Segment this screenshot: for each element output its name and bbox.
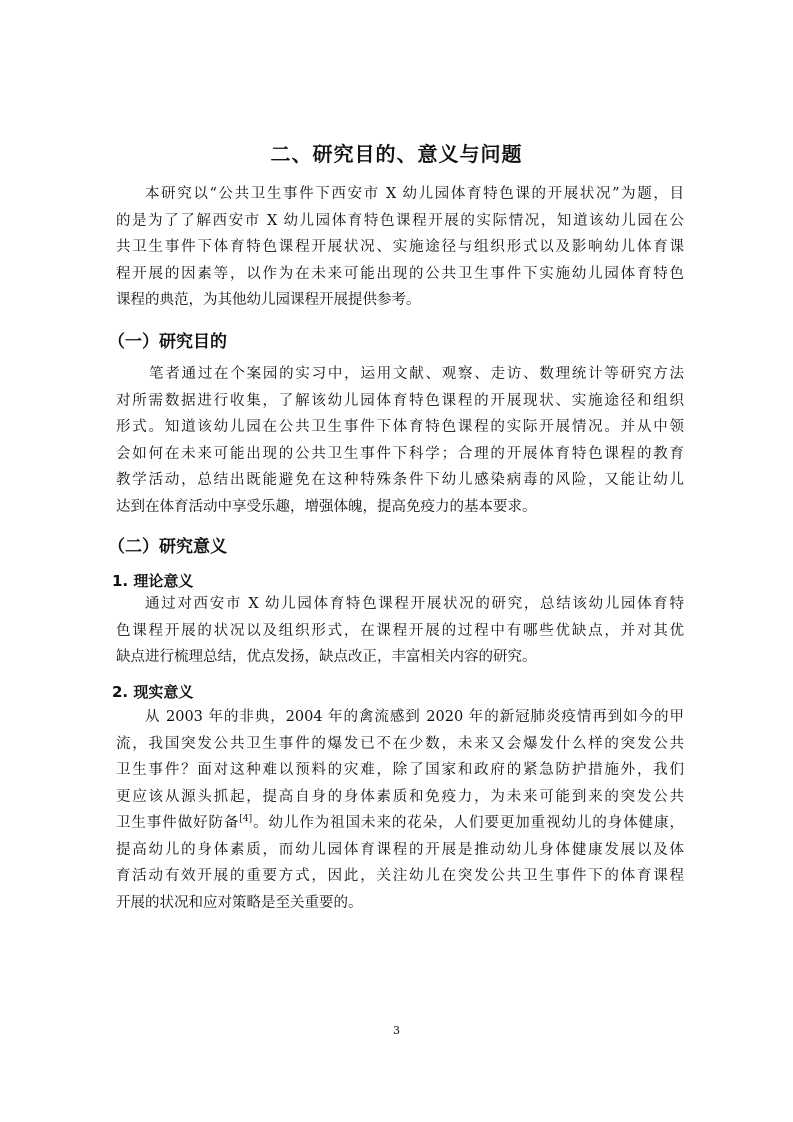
theory-heading: 1. 理论意义	[112, 572, 194, 590]
text-line: 共卫生事件下体育特色课程开展状况、实施途径与组织形式以及影响幼儿体育课	[116, 239, 684, 255]
theory-paragraph	[116, 591, 684, 671]
text-line: 更应该从源头抓起，提高自身的身体素质和免疫力，为未来可能到来的突发公共	[116, 788, 684, 805]
text-line	[116, 810, 684, 837]
text-line: 开展的状况和应对策略是至关重要的。	[116, 894, 363, 911]
text-segment: 。幼儿作为祖国未来的花朵，人们要更加重视幼儿的身体健康，	[252, 815, 684, 831]
text-line: 卫生事件？面对这种难以预料的灾难，除了国家和政府的紧急防护措施外，我们	[116, 762, 684, 778]
text-line: 的是为了了解西安市 X 幼儿园体育特色课程开展的实际情况，知道该幼儿园在公	[116, 212, 684, 229]
purpose-heading: （一）研究目的	[108, 332, 227, 352]
text-line: 达到在体育活动中享受乐趣，增强体魄，提高免疫力的基本要求。	[116, 498, 537, 515]
text-line: 色课程开展的状况以及组织形式，在课程开展的过程中有哪些优缺点，并对其优	[116, 622, 684, 639]
text-line: 形式。知道该幼儿园在公共卫生事件下体育特色课程的实际开展情况。并从中领	[116, 419, 684, 435]
section-title: 二、研究目的、意义与问题	[270, 142, 523, 166]
text-line: 教学活动，总结出既能避免在这种特殊条件下幼儿感染病毒的风险，又能让幼儿	[116, 472, 684, 488]
text-line: 缺点进行梳理总结，优点发扬，缺点改正，丰富相关内容的研究。	[116, 649, 537, 665]
text-line: 流，我国突发公共卫生事件的爆发已不在少数，未来又会爆发什么样的突发公共	[116, 735, 684, 752]
text-line: 程开展的因素等，以作为在未来可能出现的公共卫生事件下实施幼儿园体育特色	[116, 265, 684, 282]
text-line: 笔者通过在个案园的实习中，运用文献、观察、走访、数理统计等研究方法	[149, 366, 684, 382]
text-line: 育活动有效开展的重要方式，因此，关注幼儿在突发公共卫生事件下的体育课程	[116, 868, 684, 884]
text-line: 从 2003 年的非典，2004 年的禽流感到 2020 年的新冠肺炎疫情再到如今的甲	[145, 709, 684, 725]
text-line: 提高幼儿的身体素质，而幼儿园体育课程的开展是推动幼儿身体健康发展以及体	[116, 841, 684, 858]
page-number: 3	[393, 1024, 400, 1037]
text-line: 课程的典范，为其他幼儿园课程开展提供参考。	[116, 292, 421, 308]
text-line: 会如何在未来可能出现的公共卫生事件下科学；合理的开展体育特色课程的教育	[116, 445, 684, 462]
citation-marker: [4]	[239, 814, 253, 825]
purpose-paragraph	[116, 361, 684, 520]
text-segment: 卫生事件做好防备	[116, 815, 240, 831]
text-line: 通过对西安市 X 幼儿园体育特色课程开展状况的研究，总结该幼儿园体育特	[145, 596, 684, 612]
text-line: 对所需数据进行收集，了解该幼儿园体育特色课程的开展现状、实施途径和组织	[116, 392, 684, 409]
significance-heading: （二）研究意义	[108, 537, 227, 557]
practice-heading: 2. 现实意义	[112, 683, 194, 701]
text-line: 本研究以“公共卫生事件下西安市 X 幼儿园体育特色课的开展状况”为题，目	[145, 186, 684, 202]
intro-paragraph	[116, 181, 684, 314]
practice-paragraph	[116, 704, 684, 916]
